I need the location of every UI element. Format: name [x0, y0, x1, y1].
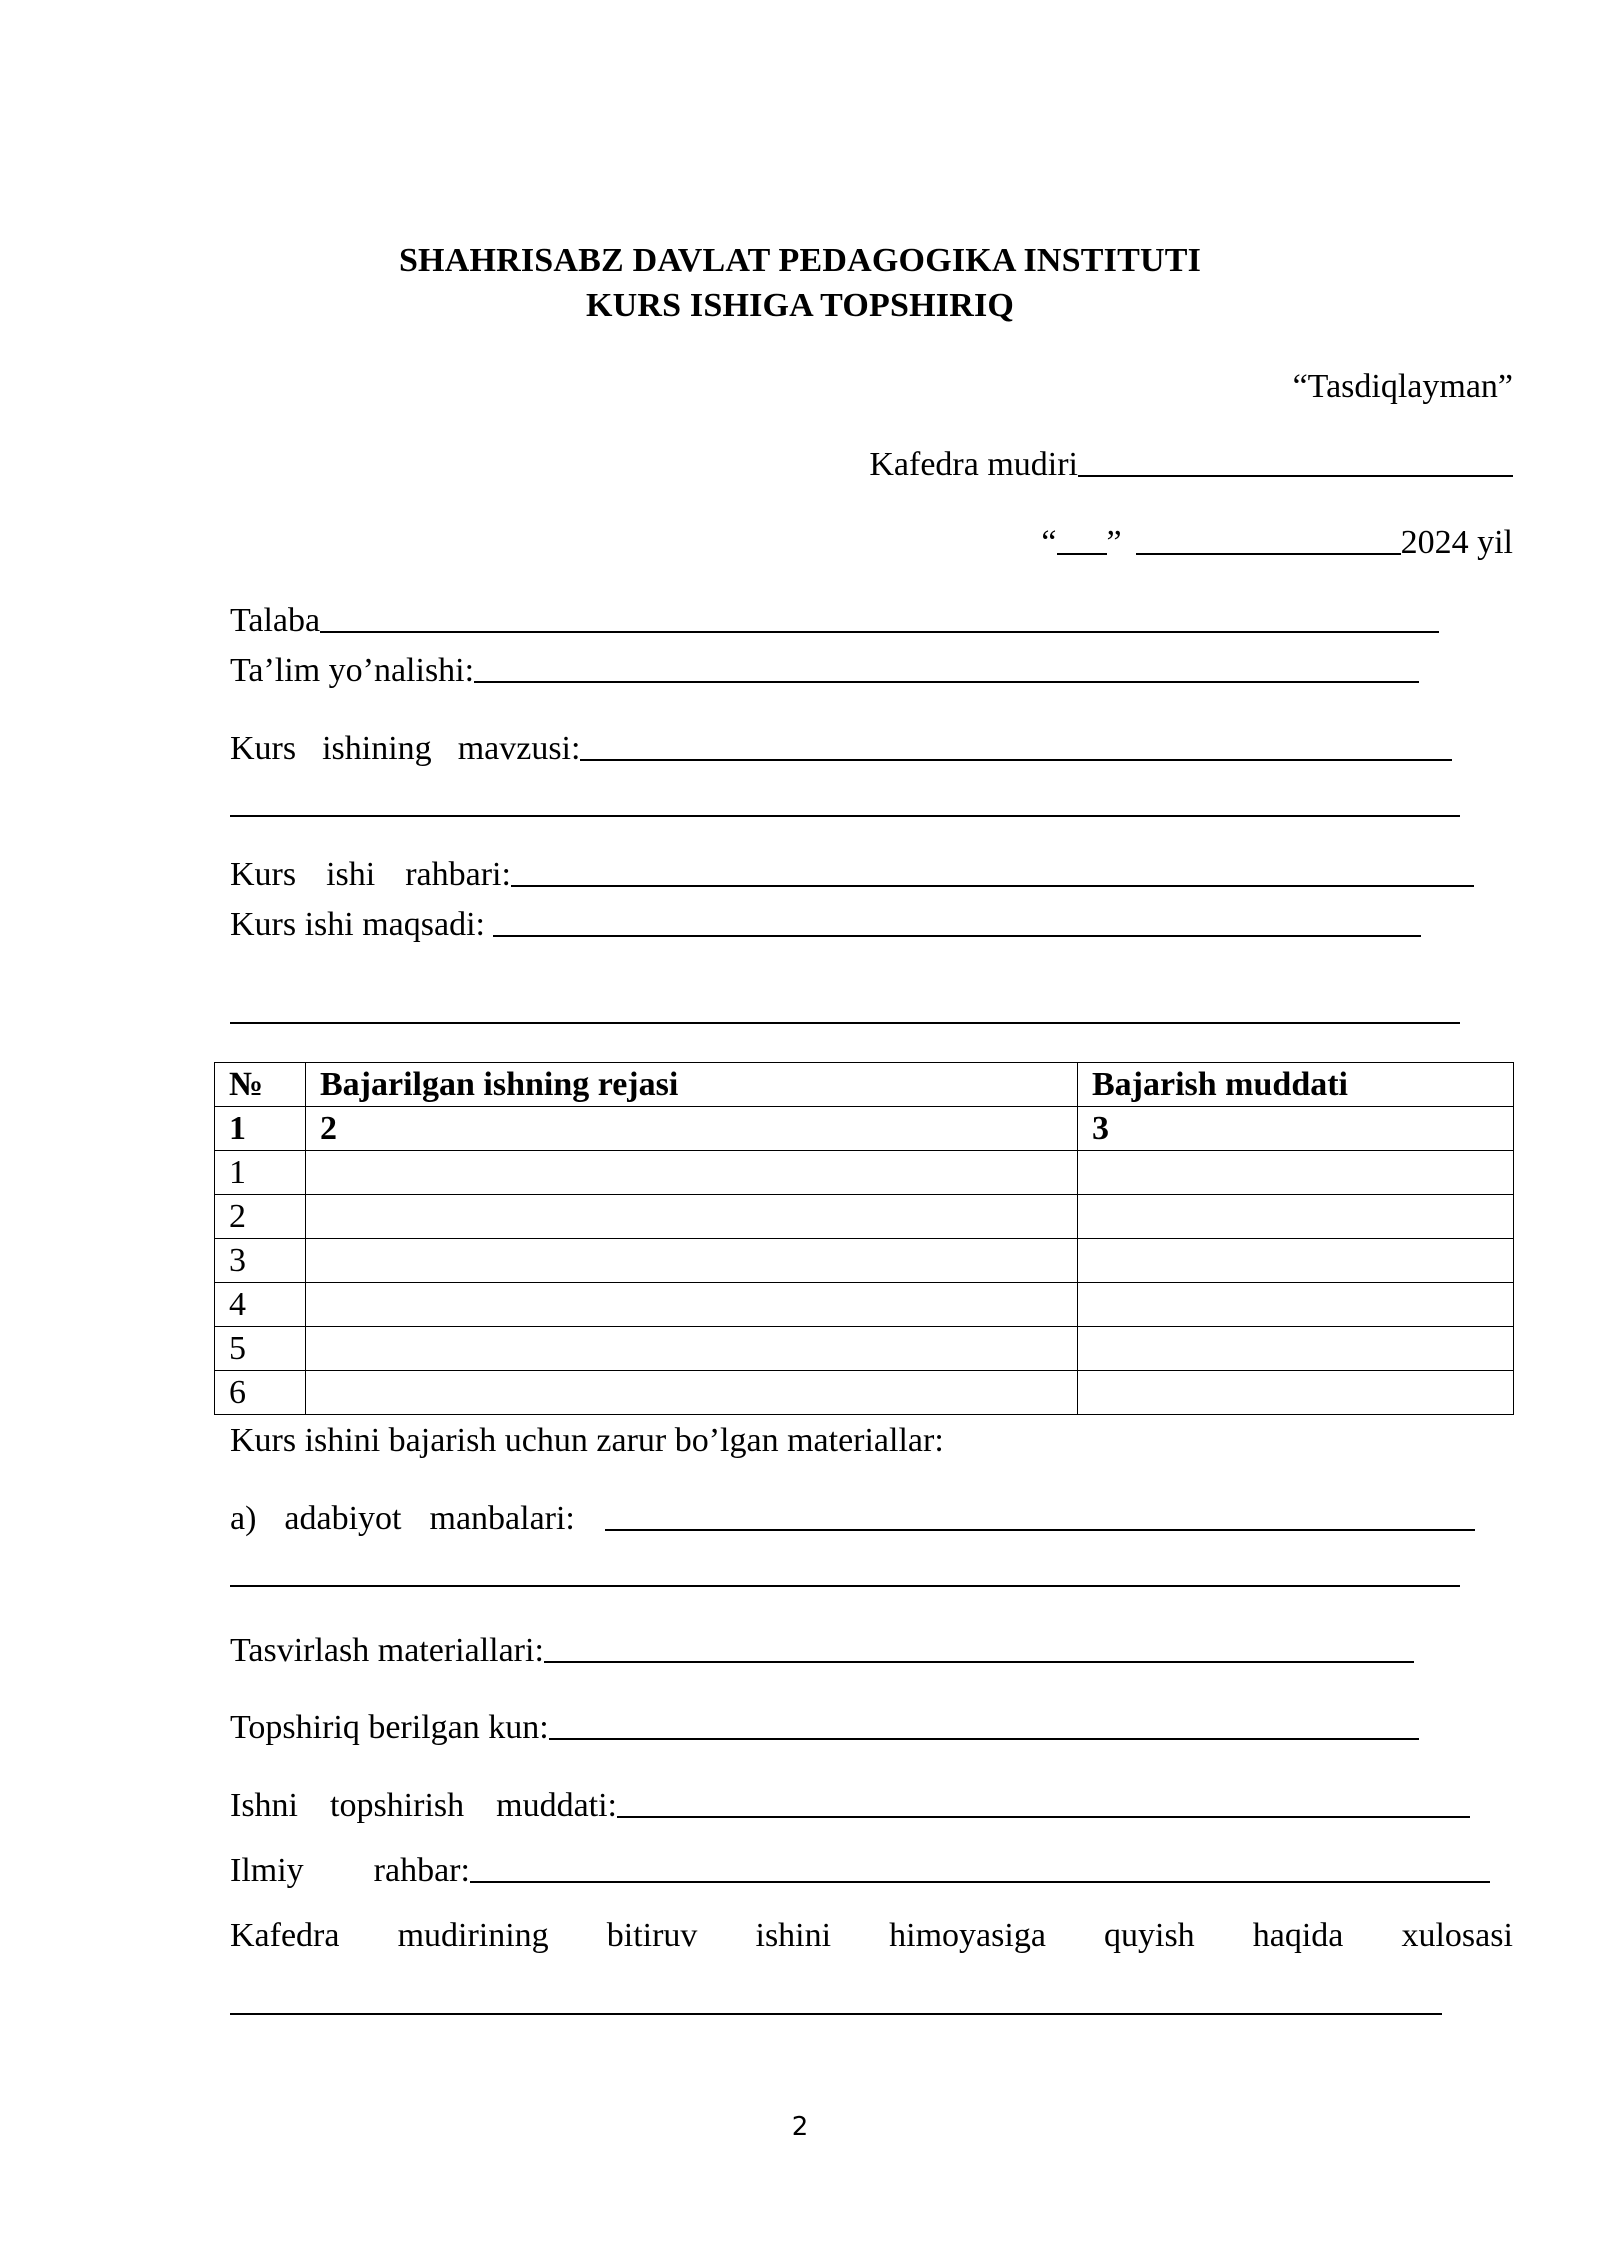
supervisor-word-3: rahbari:	[405, 856, 511, 893]
head-of-department-label: Kafedra mudiri	[869, 446, 1078, 483]
work-plan-table	[214, 1062, 1514, 1415]
plan-cell[interactable]	[306, 1151, 1078, 1195]
plan-cell[interactable]	[306, 1195, 1078, 1239]
conclusion-field[interactable]	[230, 2013, 1442, 2015]
supervisor-word-1: Kurs	[230, 856, 297, 893]
student-line	[230, 602, 1439, 640]
literature-line	[230, 1500, 1475, 1538]
plan-cell[interactable]	[306, 1239, 1078, 1283]
column-number-1: 1	[215, 1107, 306, 1151]
submission-field[interactable]	[617, 1815, 1470, 1818]
conclusion-word-6: quyish	[1104, 1917, 1195, 1954]
header-number: №	[215, 1063, 306, 1107]
conclusion-word-4: ishini	[755, 1917, 832, 1954]
day-field[interactable]	[1057, 552, 1107, 555]
materials-intro-text: Kurs ishini bajarish uchun zarur bo’lgan materiallar:	[230, 1422, 944, 1459]
header-deadline: Bajarish muddati	[1078, 1063, 1514, 1107]
illustration-label: Tasvirlash materiallari:	[230, 1632, 544, 1669]
illustration-field[interactable]	[544, 1660, 1414, 1663]
student-field[interactable]	[320, 630, 1439, 633]
table-column-numbers-row	[215, 1107, 1514, 1151]
table-row	[215, 1195, 1514, 1239]
conclusion-word-7: haqida	[1252, 1917, 1344, 1954]
topic-field[interactable]	[580, 758, 1452, 761]
literature-word-3: manbalari:	[429, 1500, 575, 1537]
document-title: KURS ISHIGA TOPSHIRIQ	[585, 287, 1015, 324]
deadline-cell[interactable]	[1078, 1327, 1514, 1371]
illustration-line	[230, 1632, 1414, 1670]
conclusion-line	[230, 1917, 1513, 1955]
submission-line	[230, 1787, 1470, 1825]
purpose-field[interactable]	[493, 934, 1421, 937]
table-row	[215, 1327, 1514, 1371]
approve-label: “Tasdiqlayman”	[1292, 368, 1513, 405]
submission-word-1: Ishni	[230, 1787, 298, 1824]
materials-intro	[230, 1422, 944, 1460]
supervisor-field[interactable]	[511, 884, 1474, 887]
row-number: 3	[215, 1239, 306, 1283]
head-of-department-line	[869, 446, 1513, 484]
row-number: 5	[215, 1327, 306, 1371]
conclusion-word-5: himoyasiga	[889, 1917, 1046, 1954]
year-label: 2024 yil	[1400, 524, 1513, 561]
issued-date-field[interactable]	[549, 1737, 1419, 1740]
direction-label: Ta’lim yo’nalishi:	[230, 652, 475, 689]
conclusion-word-8: xulosasi	[1401, 1917, 1513, 1954]
advisor-word-1: Ilmiy	[230, 1852, 304, 1889]
table-row	[215, 1283, 1514, 1327]
approval-date-line	[1041, 524, 1513, 562]
issued-date-label: Topshiriq berilgan kun:	[230, 1709, 549, 1746]
column-number-3: 3	[1078, 1107, 1514, 1151]
table-row	[215, 1239, 1514, 1283]
purpose-field-continuation[interactable]	[230, 1022, 1460, 1024]
column-number-2: 2	[306, 1107, 1078, 1151]
conclusion-word-2: mudirining	[397, 1917, 549, 1954]
conclusion-word-1: Kafedra	[230, 1917, 340, 1954]
literature-word-2: adabiyot	[284, 1500, 402, 1537]
row-number: 4	[215, 1283, 306, 1327]
topic-line	[230, 730, 1452, 768]
deadline-cell[interactable]	[1078, 1195, 1514, 1239]
page-number: 2	[791, 2112, 809, 2142]
advisor-word-2: rahbar:	[373, 1852, 470, 1889]
month-field[interactable]	[1136, 552, 1401, 555]
head-signature-field[interactable]	[1078, 474, 1513, 477]
row-number: 2	[215, 1195, 306, 1239]
advisor-field[interactable]	[470, 1880, 1490, 1883]
purpose-label: Kurs ishi maqsadi:	[230, 906, 494, 943]
institute-name: SHAHRISABZ DAVLAT PEDAGOGIKA INSTITUTI	[398, 242, 1202, 279]
supervisor-word-2: ishi	[326, 856, 376, 893]
direction-line	[230, 652, 1419, 690]
date-close-quote: ”	[1106, 524, 1122, 561]
conclusion-word-3: bitiruv	[606, 1917, 698, 1954]
table-row	[215, 1151, 1514, 1195]
deadline-cell[interactable]	[1078, 1151, 1514, 1195]
purpose-line	[230, 906, 1421, 944]
row-number: 1	[215, 1151, 306, 1195]
plan-cell[interactable]	[306, 1371, 1078, 1415]
row-number: 6	[215, 1371, 306, 1415]
topic-word-3: mavzusi:	[457, 730, 581, 767]
deadline-cell[interactable]	[1078, 1371, 1514, 1415]
deadline-cell[interactable]	[1078, 1283, 1514, 1327]
advisor-line	[230, 1852, 1490, 1890]
plan-cell[interactable]	[306, 1283, 1078, 1327]
student-label: Talaba	[230, 602, 321, 639]
issued-date-line	[230, 1709, 1419, 1747]
literature-word-1: a)	[230, 1500, 257, 1537]
header-plan: Bajarilgan ishning rejasi	[306, 1063, 1078, 1107]
plan-cell[interactable]	[306, 1327, 1078, 1371]
submission-word-2: topshirish	[330, 1787, 465, 1824]
date-open-quote: “	[1041, 524, 1057, 561]
direction-field-1[interactable]	[474, 680, 929, 683]
table-row	[215, 1371, 1514, 1415]
submission-word-3: muddati:	[496, 1787, 618, 1824]
topic-word-2: ishining	[322, 730, 432, 767]
literature-field[interactable]	[605, 1528, 1475, 1531]
literature-field-continuation[interactable]	[230, 1585, 1460, 1587]
deadline-cell[interactable]	[1078, 1239, 1514, 1283]
topic-field-continuation[interactable]	[230, 815, 1460, 817]
direction-field-2[interactable]	[929, 680, 1419, 683]
table-header-row	[215, 1063, 1514, 1107]
topic-word-1: Kurs	[230, 730, 297, 767]
supervisor-line	[230, 856, 1474, 894]
